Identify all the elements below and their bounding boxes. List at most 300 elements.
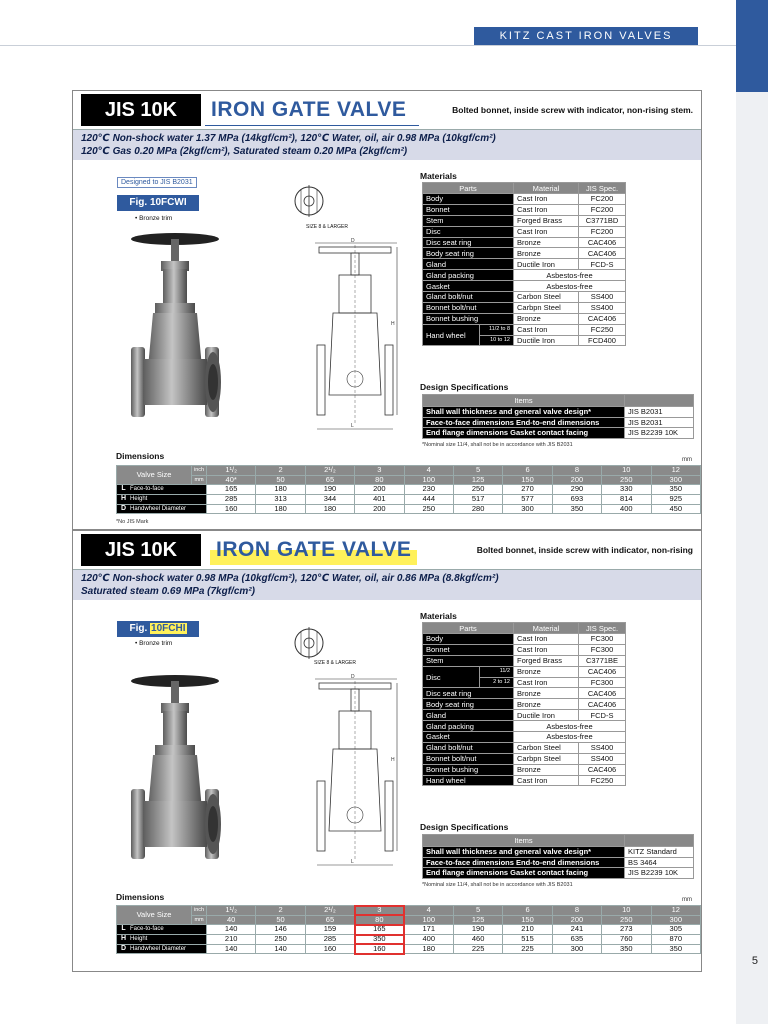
col-header: Items (423, 835, 625, 847)
inch-size: 4 (404, 906, 453, 916)
dimension-value: 270 (503, 485, 552, 495)
svg-text:D: D (351, 674, 355, 680)
mm-size: 200 (552, 475, 601, 485)
dimensions-table (116, 465, 701, 514)
jis-spec: FCD400 (579, 335, 626, 346)
svg-text:L: L (351, 423, 354, 429)
material-value: Asbestos-free (514, 270, 626, 281)
jis-class: JIS 10K (81, 534, 201, 566)
part-name: Hand wheel (423, 324, 480, 346)
part-name: Disc seat ring (423, 237, 514, 248)
material-row (423, 204, 626, 215)
material-row (423, 259, 626, 270)
dimension-value: 285 (206, 495, 255, 505)
part-name: Bonnet bushing (423, 764, 514, 775)
design-item: Face-to-face dimensions End-to-end dimensions (423, 417, 625, 428)
valve-description: Bolted bonnet, inside screw with indicator, non-rising (476, 545, 693, 555)
jis-spec: SS400 (579, 742, 626, 753)
dimension-value: 180 (305, 504, 354, 514)
col-header: Material (514, 623, 579, 634)
col-header: Material (514, 183, 579, 194)
mm-size: 250 (602, 475, 651, 485)
dimension-value: 200 (355, 485, 404, 495)
dimension-value: 693 (552, 495, 601, 505)
design-spec-table (422, 834, 694, 879)
material-row (423, 699, 626, 710)
inch-size: 6 (503, 906, 552, 916)
design-standard: JIS B2239 10K (625, 868, 694, 879)
dimension-value: 250 (256, 935, 305, 945)
mm-size: 50 (256, 475, 305, 485)
part-name: Gland packing (423, 721, 514, 732)
dimension-value: 140 (256, 944, 305, 954)
material-value: Cast Iron (514, 775, 579, 786)
fig-prefix: Fig. (129, 197, 150, 208)
part-name: Gland packing (423, 270, 514, 281)
dimension-label (117, 925, 207, 935)
dimension-value: 285 (305, 935, 354, 945)
design-footnote: *Nominal size 11/4, shall not be in accordance with JIS B2031 (422, 442, 573, 448)
dimension-value: 305 (651, 925, 701, 935)
col-header-blank (625, 835, 694, 847)
dimension-value: 400 (602, 504, 651, 514)
dimension-value: 290 (552, 485, 601, 495)
dimension-value: 146 (256, 925, 305, 935)
material-value: Bronze (514, 764, 579, 775)
svg-text:H: H (391, 757, 395, 763)
mm-row (117, 915, 701, 925)
pressure-line: 120℃ Non-shock water 0.98 MPa (10kgf/cm²), 120℃ Water, oil, air 0.86 MPa (8.8kgf/cm²) (81, 573, 499, 584)
dimension-value: 165 (206, 485, 255, 495)
dimension-value: 241 (552, 925, 601, 935)
material-row (423, 292, 626, 303)
part-name: Body seat ring (423, 699, 514, 710)
material-value: Carbpn Steel (514, 753, 579, 764)
mm-size: 80 (355, 475, 404, 485)
dimension-value: 230 (404, 485, 453, 495)
design-standard: BS 3464 (625, 857, 694, 868)
material-row (423, 248, 626, 259)
material-value: Asbestos-free (514, 721, 626, 732)
valve-size-label: Valve Size (117, 906, 192, 925)
inch-row (117, 466, 701, 476)
design-heading: Design Specifications (420, 382, 509, 392)
design-item: End flange dimensions Gasket contact facing (423, 868, 625, 879)
material-value: Cast Iron (514, 644, 579, 655)
dimension-value: 577 (503, 495, 552, 505)
material-row (423, 194, 626, 205)
material-value: Cast Iron (514, 677, 579, 688)
jis-spec: SS400 (579, 292, 626, 303)
dimension-value: 250 (453, 485, 502, 495)
valve-photo (125, 229, 235, 429)
mm-size: 125 (453, 915, 502, 925)
mm-size: 125 (453, 475, 502, 485)
inch-size: 2 (256, 466, 305, 476)
inch-size: 8 (552, 906, 601, 916)
design-footnote: *Nominal size 11/4, shall not be in accordance with JIS B2031 (422, 882, 573, 888)
col-header: Parts (423, 623, 514, 634)
col-header: Parts (423, 183, 514, 194)
dimension-value: 180 (404, 944, 453, 954)
inch-size: 2¹/₂ (305, 906, 354, 916)
design-spec-table (422, 394, 694, 439)
svg-text:D: D (351, 238, 355, 244)
dimension-value: 180 (256, 485, 305, 495)
jis-spec: FC300 (579, 634, 626, 645)
mm-size: 40* (206, 475, 255, 485)
jis-spec: CAC406 (579, 248, 626, 259)
design-row (423, 847, 694, 858)
design-badge: Designed to JIS B2031 (117, 177, 197, 188)
valve-photo (125, 671, 235, 871)
material-value: Asbestos-free (514, 281, 626, 292)
jis-spec: CAC406 (579, 764, 626, 775)
dimension-name: Handwheel Diameter (130, 505, 187, 512)
jis-spec: CAC406 (579, 313, 626, 324)
material-row (423, 324, 626, 335)
design-item: End flange dimensions Gasket contact facing (423, 428, 625, 439)
header-row (423, 395, 694, 407)
design-heading: Design Specifications (420, 822, 509, 832)
col-header: Items (423, 395, 625, 407)
material-row (423, 742, 626, 753)
dimension-value: 190 (453, 925, 502, 935)
mm-size: 80 (355, 915, 404, 925)
jis-spec: FC250 (579, 324, 626, 335)
svg-text:H: H (391, 321, 395, 327)
trim-note: • Bronze trim (135, 215, 173, 222)
material-value: Ductile Iron (514, 710, 579, 721)
material-value: Bronze (514, 688, 579, 699)
part-name: Gland bolt/nut (423, 742, 514, 753)
part-name: Disc (423, 666, 480, 688)
dimension-value: 225 (453, 944, 502, 954)
dimension-value: 300 (503, 504, 552, 514)
dimension-row (117, 925, 701, 935)
inch-size: 3 (355, 466, 404, 476)
material-row (423, 270, 626, 281)
dimension-value: 635 (552, 935, 601, 945)
inch-size: 2 (256, 906, 305, 916)
jis-spec: SS400 (579, 753, 626, 764)
dimension-value: 160 (355, 944, 404, 954)
size-range: 11/2 (480, 666, 514, 677)
dimension-key: H (120, 495, 127, 503)
material-row (423, 302, 626, 313)
dimension-value: 250 (404, 504, 453, 514)
inch-row (117, 906, 701, 916)
material-value: Bronze (514, 248, 579, 259)
part-name: Bonnet bolt/nut (423, 302, 514, 313)
design-row (423, 868, 694, 879)
mm-size: 250 (602, 915, 651, 925)
dimension-value: 814 (602, 495, 651, 505)
design-row (423, 428, 694, 439)
dimension-row (117, 935, 701, 945)
material-row (423, 215, 626, 226)
mm-size: 100 (404, 475, 453, 485)
side-tab (736, 0, 768, 92)
top-rule (0, 45, 736, 46)
design-standard: KITZ Standard (625, 847, 694, 858)
dimension-label (117, 504, 207, 514)
dimension-value: 190 (305, 485, 354, 495)
inch-size: 5 (453, 906, 502, 916)
mm-size: 150 (503, 475, 552, 485)
material-value: Cast Iron (514, 324, 579, 335)
unit-mm: mm (192, 915, 207, 925)
part-name: Bonnet bushing (423, 313, 514, 324)
mm-size: 200 (552, 915, 601, 925)
jis-spec: CAC406 (579, 237, 626, 248)
dimension-value: 200 (355, 504, 404, 514)
material-row (423, 721, 626, 732)
material-value: Bronze (514, 237, 579, 248)
part-name: Body (423, 634, 514, 645)
valve-title: IRON GATE VALVE (205, 95, 419, 126)
pressure-ratings (73, 570, 701, 600)
design-row (423, 857, 694, 868)
jis-spec: FCD-S (579, 259, 626, 270)
design-row (423, 417, 694, 428)
part-name: Gasket (423, 281, 514, 292)
jis-spec: CAC406 (579, 688, 626, 699)
inch-size: 10 (602, 466, 651, 476)
material-value: Cast Iron (514, 634, 579, 645)
material-row (423, 775, 626, 786)
dimensions-heading: Dimensions (116, 451, 165, 461)
header-row (423, 183, 626, 194)
valve-title: IRON GATE VALVE (210, 535, 417, 565)
dimension-value: 450 (651, 504, 701, 514)
section-10fcwi (72, 90, 702, 530)
material-value: Ductile Iron (514, 259, 579, 270)
material-value: Forged Brass (514, 655, 579, 666)
jis-spec: FC300 (579, 644, 626, 655)
page-number: 5 (751, 955, 758, 967)
material-row (423, 764, 626, 775)
title-bar (73, 91, 701, 130)
part-name: Stem (423, 215, 514, 226)
dimensions-heading: Dimensions (116, 892, 165, 902)
dimension-key: L (121, 485, 126, 493)
dimension-value: 350 (602, 944, 651, 954)
unit-mm: mm (682, 457, 692, 463)
material-value: Bronze (514, 313, 579, 324)
jis-spec: C3771BD (579, 215, 626, 226)
dimensions-table (116, 905, 701, 954)
design-standard: JIS B2031 (625, 417, 694, 428)
dimension-value: 160 (206, 504, 255, 514)
dimension-label (117, 485, 207, 495)
dimension-value: 273 (602, 925, 651, 935)
dimension-value: 140 (206, 944, 255, 954)
inch-size: 2¹/₂ (305, 466, 354, 476)
part-name: Gasket (423, 732, 514, 743)
dimension-name: Handwheel Diameter (130, 945, 187, 952)
dimension-value: 444 (404, 495, 453, 505)
size-note: SIZE 8 & LARGER (306, 224, 348, 230)
materials-heading: Materials (420, 171, 457, 181)
inch-size: 10 (602, 906, 651, 916)
dimension-name: Face-to-face (130, 926, 164, 933)
material-row (423, 753, 626, 764)
mm-size: 50 (256, 915, 305, 925)
jis-spec: FC200 (579, 226, 626, 237)
figure-label (117, 195, 199, 211)
dimension-row (117, 944, 701, 954)
col-header: JIS Spec. (579, 183, 626, 194)
part-name: Stem (423, 655, 514, 666)
valve-size-label: Valve Size (117, 466, 192, 485)
dimension-value: 350 (651, 944, 701, 954)
brand-banner: KITZ CAST IRON VALVES (474, 27, 698, 45)
jis-spec: FC250 (579, 775, 626, 786)
section-drawing (313, 185, 399, 435)
dimension-value: 280 (453, 504, 502, 514)
materials-table (422, 182, 626, 346)
trim-note: • Bronze trim (135, 640, 173, 647)
size-range: 11/2 to 8 (480, 324, 514, 335)
dimension-value: 165 (355, 925, 404, 935)
design-item: Shall wall thickness and general valve design* (423, 847, 625, 858)
dimension-value: 225 (503, 944, 552, 954)
material-row (423, 732, 626, 743)
material-row (423, 281, 626, 292)
section-drawing (313, 621, 399, 871)
material-row (423, 313, 626, 324)
part-name: Gland (423, 259, 514, 270)
part-name: Body (423, 194, 514, 205)
inch-size: 3 (355, 906, 404, 916)
dimension-value: 350 (355, 935, 404, 945)
dimension-value: 330 (602, 485, 651, 495)
jis-spec: FC300 (579, 677, 626, 688)
material-value: Carbon Steel (514, 742, 579, 753)
pressure-line: 120℃ Non-shock water 1.37 MPa (14kgf/cm²), 120℃ Water, oil, air 0.98 MPa (10kgf/cm²) (81, 133, 496, 144)
mm-size: 40 (206, 915, 255, 925)
dimension-label (117, 495, 207, 505)
part-name: Bonnet bolt/nut (423, 753, 514, 764)
part-name: Gland bolt/nut (423, 292, 514, 303)
inch-size: 12 (651, 466, 701, 476)
dimension-value: 171 (404, 925, 453, 935)
dimension-value: 180 (256, 504, 305, 514)
jis-spec: C3771BE (579, 655, 626, 666)
part-name: Bonnet (423, 644, 514, 655)
pressure-ratings (73, 130, 701, 160)
figure-label (117, 621, 199, 637)
dimension-value: 460 (453, 935, 502, 945)
design-item: Face-to-face dimensions End-to-end dimensions (423, 857, 625, 868)
mm-size: 65 (305, 475, 354, 485)
mm-size: 100 (404, 915, 453, 925)
part-name: Disc (423, 226, 514, 237)
material-row (423, 634, 626, 645)
unit-mm: mm (192, 475, 207, 485)
pressure-line: 120℃ Gas 0.20 MPa (2kgf/cm²), Saturated steam 0.20 MPa (2kgf/cm²) (81, 146, 408, 157)
material-value: Cast Iron (514, 204, 579, 215)
inch-size: 8 (552, 466, 601, 476)
material-value: Carbon Steel (514, 292, 579, 303)
size-note: SIZE 8 & LARGER (314, 660, 356, 666)
dimension-value: 344 (305, 495, 354, 505)
part-name: Bonnet (423, 204, 514, 215)
mm-size: 300 (651, 915, 701, 925)
material-value: Bronze (514, 699, 579, 710)
dimension-value: 870 (651, 935, 701, 945)
dimension-name: Height (130, 936, 148, 943)
part-name: Disc seat ring (423, 688, 514, 699)
inch-size: 4 (404, 466, 453, 476)
dimension-value: 159 (305, 925, 354, 935)
dimension-value: 210 (503, 925, 552, 935)
title-bar (73, 531, 701, 570)
inch-size: 1¹/₂ (206, 466, 255, 476)
unit-mm: mm (682, 897, 692, 903)
col-header: JIS Spec. (579, 623, 626, 634)
part-name: Gland (423, 710, 514, 721)
dimension-name: Height (130, 496, 148, 503)
side-strip (736, 0, 768, 1024)
fig-code: 10FCWI (149, 197, 187, 208)
dimension-value: 350 (552, 504, 601, 514)
material-value: Asbestos-free (514, 732, 626, 743)
inch-size: 1¹/₂ (206, 906, 255, 916)
fig-prefix: Fig. (129, 623, 151, 634)
pressure-line: Saturated steam 0.69 MPa (7kgf/cm²) (81, 586, 255, 597)
jis-spec: FC200 (579, 194, 626, 205)
valve-description: Bolted bonnet, inside screw with indicator, non-rising stem. (452, 105, 693, 115)
dimension-value: 517 (453, 495, 502, 505)
material-row (423, 666, 626, 677)
dimension-value: 400 (404, 935, 453, 945)
header-row (423, 835, 694, 847)
material-row (423, 226, 626, 237)
jis-spec: SS400 (579, 302, 626, 313)
mm-size: 150 (503, 915, 552, 925)
part-name: Body seat ring (423, 248, 514, 259)
jis-class: JIS 10K (81, 94, 201, 126)
part-name: Hand wheel (423, 775, 514, 786)
dimension-row (117, 495, 701, 505)
inch-size: 6 (503, 466, 552, 476)
mm-size: 65 (305, 915, 354, 925)
dimension-value: 160 (305, 944, 354, 954)
dimension-row (117, 485, 701, 495)
dimension-value: 300 (552, 944, 601, 954)
dimension-key: L (121, 925, 126, 933)
material-row (423, 644, 626, 655)
dimension-name: Face-to-face (130, 486, 164, 493)
jis-spec: FC200 (579, 204, 626, 215)
dimension-key: D (120, 944, 127, 952)
material-row (423, 237, 626, 248)
materials-heading: Materials (420, 611, 457, 621)
dimension-value: 210 (206, 935, 255, 945)
inch-size: 5 (453, 466, 502, 476)
design-standard: JIS B2031 (625, 407, 694, 418)
dimension-value: 925 (651, 495, 701, 505)
dimension-value: 515 (503, 935, 552, 945)
dimension-value: 401 (355, 495, 404, 505)
material-row (423, 688, 626, 699)
dimension-label (117, 935, 207, 945)
col-header-blank (625, 395, 694, 407)
design-row (423, 407, 694, 418)
unit-inch: inch (192, 906, 207, 916)
